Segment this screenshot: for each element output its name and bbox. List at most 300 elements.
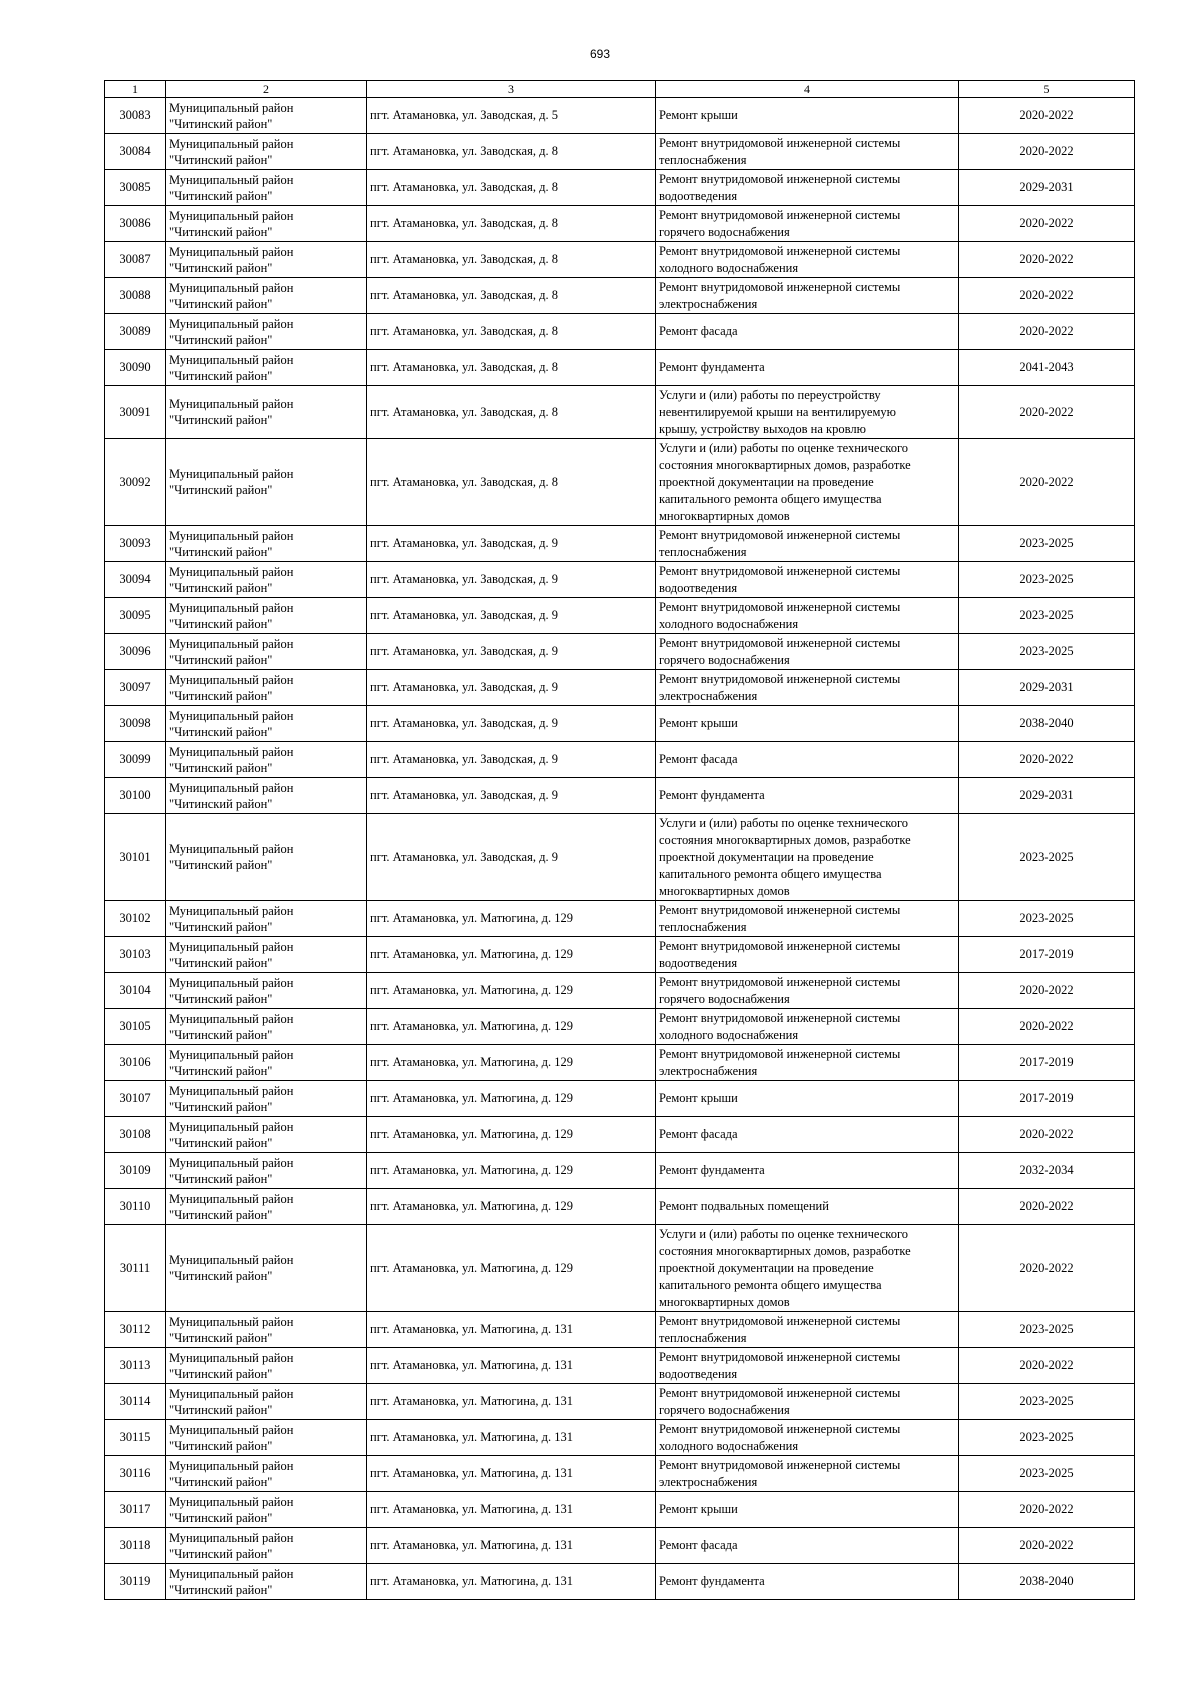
row-number-cell: 30108 bbox=[105, 1117, 166, 1153]
work-type-line: Ремонт внутридомовой инженерной системы bbox=[659, 135, 901, 150]
district-line: "Читинский район" bbox=[169, 1582, 273, 1597]
address-cell: пгт. Атамановка, ул. Матюгина, д. 129 bbox=[367, 1225, 656, 1312]
work-type-line: водоотведения bbox=[659, 580, 738, 595]
work-type-line: проектной документации на проведение bbox=[659, 1260, 874, 1275]
column-number-row bbox=[105, 81, 1135, 98]
work-type-line: Ремонт внутридомовой инженерной системы bbox=[659, 1010, 901, 1025]
district-cell bbox=[166, 598, 367, 634]
district-line: Муниципальный район bbox=[169, 1119, 294, 1134]
district-line: "Читинский район" bbox=[169, 116, 273, 131]
district-line: Муниципальный район bbox=[169, 939, 294, 954]
district-line: "Читинский район" bbox=[169, 1027, 273, 1042]
work-type-line: Ремонт внутридомовой инженерной системы bbox=[659, 527, 901, 542]
district-line: Муниципальный район bbox=[169, 780, 294, 795]
work-type-line: Услуги и (или) работы по оценке технического bbox=[659, 1226, 909, 1241]
planned-period-cell: 2020-2022 bbox=[959, 1189, 1135, 1225]
column-header: 3 bbox=[367, 81, 656, 98]
table-row bbox=[105, 386, 1135, 439]
row-number-cell: 30094 bbox=[105, 562, 166, 598]
address-cell: пгт. Атамановка, ул. Заводская, д. 5 bbox=[367, 98, 656, 134]
district-line: Муниципальный район bbox=[169, 244, 294, 259]
district-cell bbox=[166, 670, 367, 706]
district-cell bbox=[166, 937, 367, 973]
table-header bbox=[105, 81, 1135, 98]
table-row bbox=[105, 314, 1135, 350]
work-type-cell bbox=[656, 314, 959, 350]
row-number-cell: 30096 bbox=[105, 634, 166, 670]
district-line: Муниципальный район bbox=[169, 1530, 294, 1545]
planned-period-cell: 2020-2022 bbox=[959, 742, 1135, 778]
planned-period-cell: 2029-2031 bbox=[959, 778, 1135, 814]
planned-period-cell: 2017-2019 bbox=[959, 1081, 1135, 1117]
row-number-cell: 30088 bbox=[105, 278, 166, 314]
district-line: Муниципальный район bbox=[169, 1422, 294, 1437]
district-line: "Читинский район" bbox=[169, 580, 273, 595]
work-type-cell bbox=[656, 973, 959, 1009]
district-cell bbox=[166, 1384, 367, 1420]
row-number-cell: 30105 bbox=[105, 1009, 166, 1045]
row-number-cell: 30087 bbox=[105, 242, 166, 278]
table-row bbox=[105, 706, 1135, 742]
work-type-line: многоквартирных домов bbox=[659, 883, 790, 898]
district-line: Муниципальный район bbox=[169, 1314, 294, 1329]
work-type-line: теплоснабжения bbox=[659, 152, 747, 167]
district-line: "Читинский район" bbox=[169, 413, 273, 427]
district-line: Муниципальный район bbox=[169, 564, 294, 579]
address-cell: пгт. Атамановка, ул. Матюгина, д. 131 bbox=[367, 1528, 656, 1564]
work-type-cell bbox=[656, 386, 959, 439]
row-number-cell: 30115 bbox=[105, 1420, 166, 1456]
address-cell: пгт. Атамановка, ул. Заводская, д. 8 bbox=[367, 170, 656, 206]
district-cell bbox=[166, 98, 367, 134]
address-cell: пгт. Атамановка, ул. Матюгина, д. 129 bbox=[367, 1189, 656, 1225]
work-type-line: Ремонт внутридомовой инженерной системы bbox=[659, 563, 901, 578]
district-cell bbox=[166, 314, 367, 350]
district-line: Муниципальный район bbox=[169, 672, 294, 687]
district-cell bbox=[166, 1492, 367, 1528]
district-line: Муниципальный район bbox=[169, 1253, 294, 1267]
table-row bbox=[105, 1528, 1135, 1564]
row-number-cell: 30102 bbox=[105, 901, 166, 937]
district-line: "Читинский район" bbox=[169, 991, 273, 1006]
work-type-cell bbox=[656, 1456, 959, 1492]
district-cell bbox=[166, 1564, 367, 1600]
address-cell: пгт. Атамановка, ул. Заводская, д. 8 bbox=[367, 386, 656, 439]
planned-period-cell: 2020-2022 bbox=[959, 1492, 1135, 1528]
planned-period-cell: 2023-2025 bbox=[959, 901, 1135, 937]
planned-period-cell: 2020-2022 bbox=[959, 1348, 1135, 1384]
district-line: Муниципальный район bbox=[169, 1191, 294, 1206]
row-number-cell: 30090 bbox=[105, 350, 166, 386]
address-cell: пгт. Атамановка, ул. Заводская, д. 9 bbox=[367, 778, 656, 814]
work-type-line: Ремонт подвальных помещений bbox=[659, 1199, 829, 1213]
district-cell bbox=[166, 814, 367, 901]
work-type-line: Ремонт внутридомовой инженерной системы bbox=[659, 1457, 901, 1472]
work-type-line: Ремонт внутридомовой инженерной системы bbox=[659, 902, 901, 917]
table-body bbox=[105, 98, 1135, 1600]
planned-period-cell: 2020-2022 bbox=[959, 314, 1135, 350]
work-type-line: Ремонт внутридомовой инженерной системы bbox=[659, 243, 901, 258]
address-cell: пгт. Атамановка, ул. Заводская, д. 9 bbox=[367, 670, 656, 706]
table-row bbox=[105, 598, 1135, 634]
work-type-line: горячего водоснабжения bbox=[659, 652, 790, 667]
address-cell: пгт. Атамановка, ул. Заводская, д. 9 bbox=[367, 814, 656, 901]
table-row bbox=[105, 170, 1135, 206]
work-type-cell bbox=[656, 670, 959, 706]
work-type-line: Ремонт внутридомовой инженерной системы bbox=[659, 1313, 901, 1328]
planned-period-cell: 2029-2031 bbox=[959, 670, 1135, 706]
row-number-cell: 30107 bbox=[105, 1081, 166, 1117]
work-type-cell bbox=[656, 242, 959, 278]
row-number-cell: 30112 bbox=[105, 1312, 166, 1348]
district-line: Муниципальный район bbox=[169, 352, 294, 367]
work-type-line: Ремонт внутридомовой инженерной системы bbox=[659, 938, 901, 953]
table-row bbox=[105, 278, 1135, 314]
table-row bbox=[105, 1564, 1135, 1600]
district-cell bbox=[166, 206, 367, 242]
district-line: "Читинский район" bbox=[169, 1063, 273, 1078]
address-cell: пгт. Атамановка, ул. Матюгина, д. 131 bbox=[367, 1456, 656, 1492]
district-cell bbox=[166, 170, 367, 206]
work-type-line: Ремонт фасада bbox=[659, 1538, 738, 1552]
work-type-cell bbox=[656, 706, 959, 742]
work-type-line: Ремонт внутридомовой инженерной системы bbox=[659, 1349, 901, 1364]
repair-schedule-table bbox=[104, 80, 1135, 1600]
work-type-line: Ремонт фундамента bbox=[659, 1574, 765, 1588]
district-cell bbox=[166, 439, 367, 526]
planned-period-cell: 2023-2025 bbox=[959, 1384, 1135, 1420]
row-number-cell: 30085 bbox=[105, 170, 166, 206]
district-line: "Читинский район" bbox=[169, 652, 273, 667]
work-type-line: проектной документации на проведение bbox=[659, 474, 874, 489]
planned-period-cell: 2020-2022 bbox=[959, 1225, 1135, 1312]
planned-period-cell: 2020-2022 bbox=[959, 386, 1135, 439]
work-type-cell bbox=[656, 1189, 959, 1225]
district-line: Муниципальный район bbox=[169, 600, 294, 615]
work-type-line: крышу, устройству выходов на кровлю bbox=[659, 421, 866, 436]
district-line: Муниципальный район bbox=[169, 842, 294, 856]
district-line: "Читинский район" bbox=[169, 368, 273, 383]
table-row bbox=[105, 1420, 1135, 1456]
district-cell bbox=[166, 742, 367, 778]
district-line: Муниципальный район bbox=[169, 316, 294, 331]
work-type-line: Ремонт внутридомовой инженерной системы bbox=[659, 171, 901, 186]
work-type-line: многоквартирных домов bbox=[659, 1294, 790, 1309]
district-line: "Читинский район" bbox=[169, 1330, 273, 1345]
planned-period-cell: 2038-2040 bbox=[959, 1564, 1135, 1600]
district-cell bbox=[166, 1081, 367, 1117]
work-type-line: Ремонт фундамента bbox=[659, 360, 765, 374]
district-cell bbox=[166, 1312, 367, 1348]
row-number-cell: 30086 bbox=[105, 206, 166, 242]
district-line: Муниципальный район bbox=[169, 1083, 294, 1098]
district-line: Муниципальный район bbox=[169, 100, 294, 115]
table-row bbox=[105, 814, 1135, 901]
district-line: Муниципальный район bbox=[169, 1155, 294, 1170]
work-type-line: холодного водоснабжения bbox=[659, 260, 799, 275]
row-number-cell: 30117 bbox=[105, 1492, 166, 1528]
work-type-line: состояния многоквартирных домов, разработке bbox=[659, 832, 911, 847]
district-cell bbox=[166, 778, 367, 814]
address-cell: пгт. Атамановка, ул. Заводская, д. 8 bbox=[367, 206, 656, 242]
planned-period-cell: 2020-2022 bbox=[959, 1528, 1135, 1564]
table-row bbox=[105, 1492, 1135, 1528]
district-line: "Читинский район" bbox=[169, 544, 273, 559]
work-type-line: капитального ремонта общего имущества bbox=[659, 866, 882, 881]
table-row bbox=[105, 562, 1135, 598]
row-number-cell: 30113 bbox=[105, 1348, 166, 1384]
district-cell bbox=[166, 1009, 367, 1045]
work-type-line: водоотведения bbox=[659, 955, 738, 970]
work-type-line: невентилируемой крыши на вентилируемую bbox=[659, 404, 896, 419]
work-type-line: Ремонт фасада bbox=[659, 1127, 738, 1141]
work-type-cell bbox=[656, 1312, 959, 1348]
table-row bbox=[105, 134, 1135, 170]
row-number-cell: 30084 bbox=[105, 134, 166, 170]
work-type-line: Ремонт фундамента bbox=[659, 788, 765, 802]
district-line: Муниципальный район bbox=[169, 1386, 294, 1401]
work-type-cell bbox=[656, 742, 959, 778]
work-type-line: Ремонт фасада bbox=[659, 752, 738, 766]
work-type-line: холодного водоснабжения bbox=[659, 1027, 799, 1042]
district-line: "Читинский район" bbox=[169, 332, 273, 347]
row-number-cell: 30091 bbox=[105, 386, 166, 439]
address-cell: пгт. Атамановка, ул. Заводская, д. 8 bbox=[367, 439, 656, 526]
row-number-cell: 30089 bbox=[105, 314, 166, 350]
planned-period-cell: 2020-2022 bbox=[959, 242, 1135, 278]
column-header: 1 bbox=[105, 81, 166, 98]
table-row bbox=[105, 1045, 1135, 1081]
work-type-cell bbox=[656, 1384, 959, 1420]
work-type-line: электроснабжения bbox=[659, 688, 758, 703]
row-number-cell: 30116 bbox=[105, 1456, 166, 1492]
work-type-line: Услуги и (или) работы по оценке технического bbox=[659, 815, 909, 830]
work-type-line: холодного водоснабжения bbox=[659, 616, 799, 631]
address-cell: пгт. Атамановка, ул. Матюгина, д. 129 bbox=[367, 901, 656, 937]
district-line: "Читинский район" bbox=[169, 760, 273, 775]
district-cell bbox=[166, 901, 367, 937]
planned-period-cell: 2023-2025 bbox=[959, 1456, 1135, 1492]
work-type-cell bbox=[656, 1045, 959, 1081]
planned-period-cell: 2038-2040 bbox=[959, 706, 1135, 742]
row-number-cell: 30111 bbox=[105, 1225, 166, 1312]
work-type-cell bbox=[656, 1564, 959, 1600]
address-cell: пгт. Атамановка, ул. Матюгина, д. 131 bbox=[367, 1384, 656, 1420]
district-cell bbox=[166, 1456, 367, 1492]
work-type-cell bbox=[656, 778, 959, 814]
planned-period-cell: 2017-2019 bbox=[959, 937, 1135, 973]
work-type-line: Услуги и (или) работы по переустройству bbox=[659, 387, 881, 402]
district-line: "Читинский район" bbox=[169, 1366, 273, 1381]
work-type-line: Ремонт крыши bbox=[659, 1091, 738, 1105]
table-row bbox=[105, 1189, 1135, 1225]
district-cell bbox=[166, 634, 367, 670]
district-line: Муниципальный район bbox=[169, 528, 294, 543]
address-cell: пгт. Атамановка, ул. Матюгина, д. 131 bbox=[367, 1348, 656, 1384]
table-row bbox=[105, 1081, 1135, 1117]
district-line: Муниципальный район bbox=[169, 1494, 294, 1509]
district-line: "Читинский район" bbox=[169, 260, 273, 275]
work-type-line: водоотведения bbox=[659, 1366, 738, 1381]
district-cell bbox=[166, 1117, 367, 1153]
address-cell: пгт. Атамановка, ул. Матюгина, д. 129 bbox=[367, 1009, 656, 1045]
row-number-cell: 30097 bbox=[105, 670, 166, 706]
district-line: Муниципальный район bbox=[169, 1458, 294, 1473]
work-type-cell bbox=[656, 937, 959, 973]
district-cell bbox=[166, 1420, 367, 1456]
work-type-line: Ремонт внутридомовой инженерной системы bbox=[659, 1421, 901, 1436]
address-cell: пгт. Атамановка, ул. Заводская, д. 8 bbox=[367, 134, 656, 170]
address-cell: пгт. Атамановка, ул. Матюгина, д. 131 bbox=[367, 1312, 656, 1348]
district-line: Муниципальный район bbox=[169, 1011, 294, 1026]
address-cell: пгт. Атамановка, ул. Заводская, д. 9 bbox=[367, 526, 656, 562]
table-row bbox=[105, 242, 1135, 278]
table-row bbox=[105, 937, 1135, 973]
address-cell: пгт. Атамановка, ул. Заводская, д. 8 bbox=[367, 350, 656, 386]
work-type-cell bbox=[656, 350, 959, 386]
table-row bbox=[105, 742, 1135, 778]
work-type-line: горячего водоснабжения bbox=[659, 1402, 790, 1417]
work-type-line: теплоснабжения bbox=[659, 919, 747, 934]
table-row bbox=[105, 206, 1135, 242]
table-row bbox=[105, 1117, 1135, 1153]
district-line: "Читинский район" bbox=[169, 1402, 273, 1417]
district-cell bbox=[166, 134, 367, 170]
work-type-line: теплоснабжения bbox=[659, 1330, 747, 1345]
planned-period-cell: 2017-2019 bbox=[959, 1045, 1135, 1081]
district-cell bbox=[166, 1225, 367, 1312]
work-type-cell bbox=[656, 1420, 959, 1456]
planned-period-cell: 2020-2022 bbox=[959, 1117, 1135, 1153]
address-cell: пгт. Атамановка, ул. Матюгина, д. 129 bbox=[367, 1045, 656, 1081]
planned-period-cell: 2023-2025 bbox=[959, 598, 1135, 634]
work-type-cell bbox=[656, 526, 959, 562]
work-type-cell bbox=[656, 1492, 959, 1528]
work-type-line: электроснабжения bbox=[659, 1063, 758, 1078]
column-header: 2 bbox=[166, 81, 367, 98]
district-line: "Читинский район" bbox=[169, 1135, 273, 1150]
work-type-line: теплоснабжения bbox=[659, 544, 747, 559]
work-type-line: Ремонт внутридомовой инженерной системы bbox=[659, 1385, 901, 1400]
table-row bbox=[105, 973, 1135, 1009]
district-cell bbox=[166, 1153, 367, 1189]
address-cell: пгт. Атамановка, ул. Заводская, д. 8 bbox=[367, 314, 656, 350]
work-type-cell bbox=[656, 170, 959, 206]
row-number-cell: 30110 bbox=[105, 1189, 166, 1225]
planned-period-cell: 2020-2022 bbox=[959, 278, 1135, 314]
planned-period-cell: 2023-2025 bbox=[959, 526, 1135, 562]
row-number-cell: 30099 bbox=[105, 742, 166, 778]
row-number-cell: 30095 bbox=[105, 598, 166, 634]
district-cell bbox=[166, 350, 367, 386]
row-number-cell: 30106 bbox=[105, 1045, 166, 1081]
planned-period-cell: 2023-2025 bbox=[959, 1312, 1135, 1348]
planned-period-cell: 2041-2043 bbox=[959, 350, 1135, 386]
district-line: "Читинский район" bbox=[169, 1269, 273, 1283]
address-cell: пгт. Атамановка, ул. Заводская, д. 9 bbox=[367, 634, 656, 670]
district-line: "Читинский район" bbox=[169, 688, 273, 703]
row-number-cell: 30092 bbox=[105, 439, 166, 526]
district-line: "Читинский район" bbox=[169, 152, 273, 167]
work-type-line: состояния многоквартирных домов, разработке bbox=[659, 1243, 911, 1258]
address-cell: пгт. Атамановка, ул. Заводская, д. 9 bbox=[367, 742, 656, 778]
work-type-line: Ремонт фундамента bbox=[659, 1163, 765, 1177]
table-row bbox=[105, 778, 1135, 814]
district-cell bbox=[166, 706, 367, 742]
planned-period-cell: 2029-2031 bbox=[959, 170, 1135, 206]
table-row bbox=[105, 1456, 1135, 1492]
district-line: "Читинский район" bbox=[169, 1171, 273, 1186]
planned-period-cell: 2020-2022 bbox=[959, 206, 1135, 242]
district-line: "Читинский район" bbox=[169, 224, 273, 239]
row-number-cell: 30109 bbox=[105, 1153, 166, 1189]
work-type-cell bbox=[656, 1117, 959, 1153]
work-type-cell bbox=[656, 598, 959, 634]
work-type-cell bbox=[656, 1153, 959, 1189]
table-row bbox=[105, 901, 1135, 937]
work-type-line: Ремонт внутридомовой инженерной системы bbox=[659, 279, 901, 294]
planned-period-cell: 2020-2022 bbox=[959, 973, 1135, 1009]
address-cell: пгт. Атамановка, ул. Матюгина, д. 129 bbox=[367, 1153, 656, 1189]
district-line: Муниципальный район bbox=[169, 172, 294, 187]
work-type-line: Ремонт крыши bbox=[659, 1502, 738, 1516]
work-type-cell bbox=[656, 1225, 959, 1312]
table-row bbox=[105, 634, 1135, 670]
work-type-cell bbox=[656, 901, 959, 937]
row-number-cell: 30083 bbox=[105, 98, 166, 134]
address-cell: пгт. Атамановка, ул. Матюгина, д. 129 bbox=[367, 937, 656, 973]
work-type-cell bbox=[656, 1348, 959, 1384]
district-cell bbox=[166, 386, 367, 439]
table-row bbox=[105, 670, 1135, 706]
district-line: Муниципальный район bbox=[169, 397, 294, 411]
district-cell bbox=[166, 526, 367, 562]
district-line: "Читинский район" bbox=[169, 188, 273, 203]
row-number-cell: 30114 bbox=[105, 1384, 166, 1420]
district-line: Муниципальный район bbox=[169, 903, 294, 918]
table-row bbox=[105, 1153, 1135, 1189]
work-type-line: Ремонт крыши bbox=[659, 716, 738, 730]
address-cell: пгт. Атамановка, ул. Матюгина, д. 131 bbox=[367, 1492, 656, 1528]
district-line: Муниципальный район bbox=[169, 1350, 294, 1365]
district-line: Муниципальный район bbox=[169, 1566, 294, 1581]
table-row bbox=[105, 98, 1135, 134]
work-type-cell bbox=[656, 814, 959, 901]
district-line: "Читинский район" bbox=[169, 616, 273, 631]
district-cell bbox=[166, 242, 367, 278]
table-row bbox=[105, 1225, 1135, 1312]
address-cell: пгт. Атамановка, ул. Матюгина, д. 129 bbox=[367, 1081, 656, 1117]
work-type-cell bbox=[656, 98, 959, 134]
table-row bbox=[105, 1384, 1135, 1420]
district-line: "Читинский район" bbox=[169, 1474, 273, 1489]
address-cell: пгт. Атамановка, ул. Матюгина, д. 131 bbox=[367, 1564, 656, 1600]
work-type-line: Ремонт внутридомовой инженерной системы bbox=[659, 1046, 901, 1061]
planned-period-cell: 2023-2025 bbox=[959, 562, 1135, 598]
district-line: "Читинский район" bbox=[169, 1510, 273, 1525]
work-type-line: электроснабжения bbox=[659, 296, 758, 311]
row-number-cell: 30093 bbox=[105, 526, 166, 562]
row-number-cell: 30118 bbox=[105, 1528, 166, 1564]
district-line: "Читинский район" bbox=[169, 1207, 273, 1222]
district-line: "Читинский район" bbox=[169, 796, 273, 811]
work-type-line: водоотведения bbox=[659, 188, 738, 203]
planned-period-cell: 2020-2022 bbox=[959, 1009, 1135, 1045]
address-cell: пгт. Атамановка, ул. Заводская, д. 9 bbox=[367, 706, 656, 742]
table-row bbox=[105, 350, 1135, 386]
district-line: Муниципальный район bbox=[169, 744, 294, 759]
work-type-cell bbox=[656, 562, 959, 598]
